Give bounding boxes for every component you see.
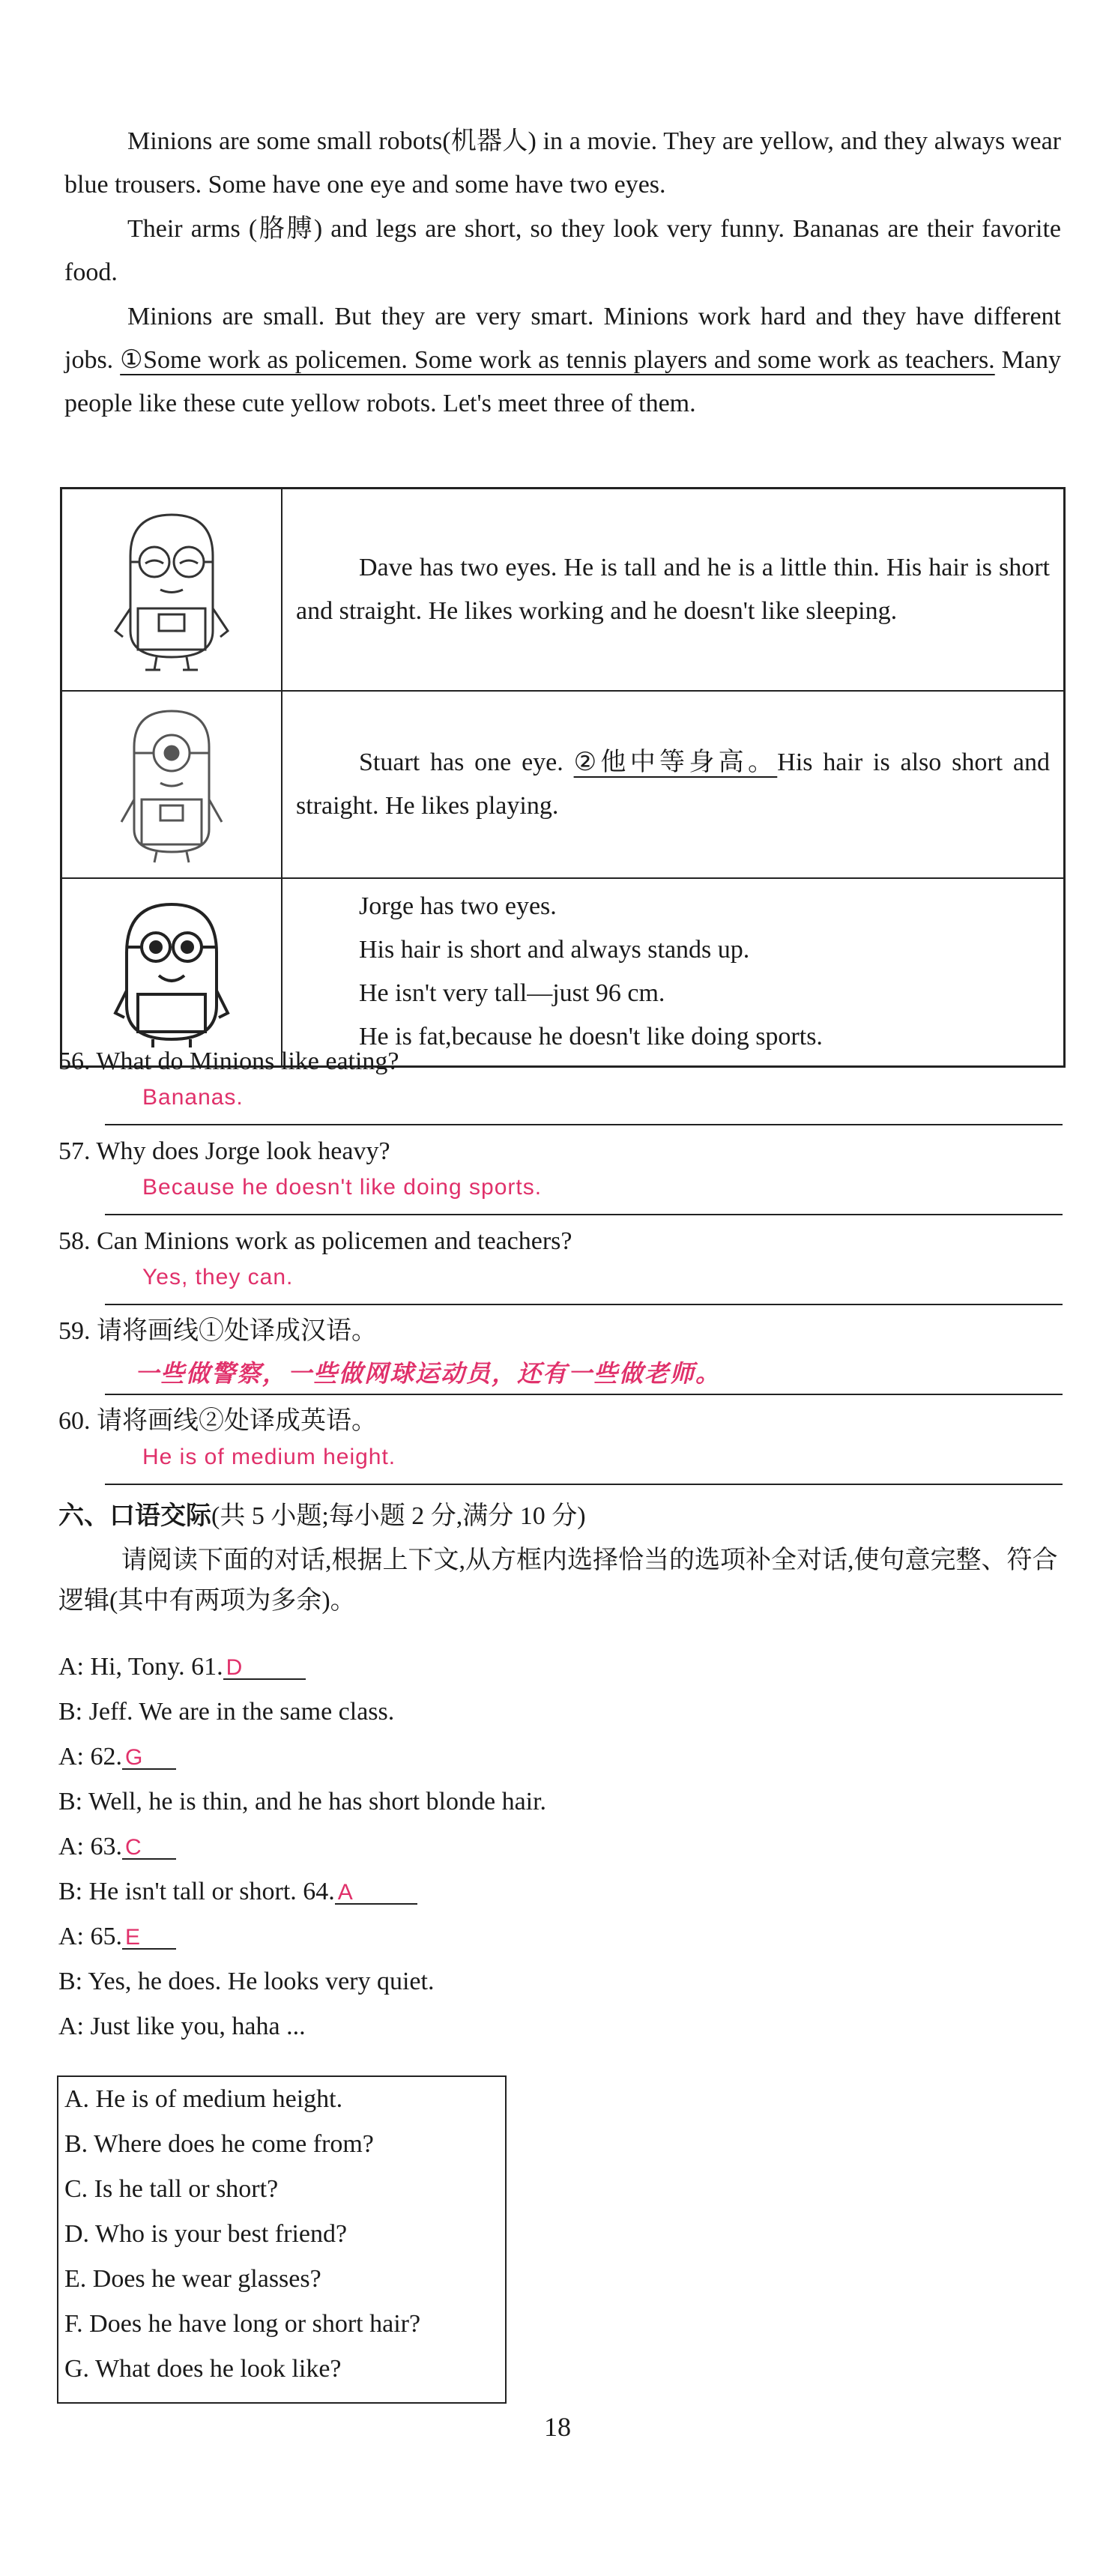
question-57: 57. Why does Jorge look heavy? — [58, 1137, 390, 1165]
section-6-title: 六、口语交际 — [58, 1501, 211, 1531]
answer-line — [105, 1394, 1063, 1395]
option-e: E. Does he wear glasses? — [64, 2265, 321, 2293]
blank-61[interactable]: D — [223, 1648, 306, 1680]
table-row-stuart — [61, 691, 1065, 878]
passage-paragraph-1: Minions are some small robots(机器人) in a movie. They are yellow, and they always wear blue trousers. Some have one eye and some have two eyes. — [64, 127, 1061, 199]
answer-58[interactable]: Yes, they can. — [142, 1265, 294, 1289]
blank-65[interactable]: E — [122, 1918, 176, 1950]
minion-jorge-icon — [108, 893, 235, 1050]
jorge-description — [282, 878, 1065, 1067]
stuart-description: Stuart has one eye. ②他中等身高。His hair is also short and straight. He likes playing. — [282, 691, 1065, 878]
passage-paragraph-3: Minions are small. But they are very smart. Minions work hard and they have different jobs. ①Some work as policemen. Some work as tennis players and some work as teachers. Many people like these cute yellow robots. Let's meet three of them. — [64, 303, 1061, 417]
jorge-line: He isn't very tall—just 96 cm. — [359, 979, 665, 1008]
option-g: G. What does he look like? — [64, 2355, 342, 2383]
dialogue-line-64: B: He isn't tall or short. 64. A — [58, 1873, 417, 1911]
answer-56[interactable]: Bananas. — [142, 1085, 244, 1110]
answer-60[interactable]: He is of medium height. — [142, 1445, 396, 1469]
blank-63[interactable]: C — [122, 1828, 176, 1860]
page-number: 18 — [544, 2412, 571, 2442]
jorge-picture — [61, 878, 282, 1067]
options-box — [57, 2075, 507, 2404]
dialogue-line: B: Jeff. We are in the same class. — [58, 1698, 395, 1726]
question-60: 60. 请将画线②处译成英语。 — [58, 1407, 377, 1435]
jorge-line: He is fat,because he doesn't like doing sports. — [359, 1023, 823, 1051]
option-b: B. Where does he come from? — [64, 2130, 374, 2158]
answer-57[interactable]: Because he doesn't like doing sports. — [142, 1175, 543, 1200]
answer-line — [105, 1124, 1063, 1125]
table-row-jorge — [61, 878, 1065, 1067]
answer-line — [105, 1484, 1063, 1485]
section-6-note: (共 5 小题;每小题 2 分,满分 10 分) — [211, 1502, 586, 1530]
question-59: 59. 请将画线①处译成汉语。 — [58, 1317, 377, 1345]
dialogue-line-63: A: 63. C — [58, 1828, 176, 1866]
section-6-instruction: 请阅读下面的对话,根据上下文,从方框内选择恰当的选项补全对话,使句意完整、符合逻辑(其中有两项为多余)。 — [58, 1546, 1058, 1615]
jorge-line: Jorge has two eyes. — [359, 892, 557, 921]
dialogue-line-61: A: Hi, Tony. 61. D — [58, 1648, 306, 1686]
minion-dave-icon — [100, 504, 243, 676]
answer-line — [105, 1214, 1063, 1215]
blank-62[interactable]: G — [122, 1738, 176, 1770]
dialogue-line-65: A: 65. E — [58, 1918, 176, 1956]
dialogue-line: B: Yes, he does. He looks very quiet. — [58, 1968, 435, 1995]
jorge-line: His hair is short and always stands up. — [359, 936, 750, 964]
option-c: C. Is he tall or short? — [64, 2175, 279, 2203]
minion-stuart-icon — [108, 702, 235, 867]
option-d: D. Who is your best friend? — [64, 2220, 348, 2248]
answer-59[interactable]: 一些做警察，一些做网球运动员，还有一些做老师。 — [135, 1359, 722, 1388]
dialogue-line-62: A: 62. G — [58, 1738, 176, 1776]
dave-description: Dave has two eyes. He is tall and he is a little thin. His hair is short and straight. He likes working and he doesn't like sleeping. — [282, 489, 1065, 691]
dave-picture — [61, 489, 282, 691]
blank-64[interactable]: A — [335, 1873, 417, 1905]
underline-2: ②他中等身高。 — [573, 748, 778, 776]
stuart-picture — [61, 691, 282, 878]
option-f: F. Does he have long or short hair? — [64, 2310, 421, 2338]
minion-table — [60, 487, 1066, 1068]
question-58: 58. Can Minions work as policemen and teachers? — [58, 1227, 572, 1255]
option-a: A. He is of medium height. — [64, 2085, 343, 2113]
section-6-heading — [58, 1496, 1063, 1537]
dialogue-line: A: Just like you, haha ... — [58, 2013, 306, 2040]
passage-paragraph-2: Their arms (胳膊) and legs are short, so they look very funny. Bananas are their favorite food. — [64, 215, 1061, 286]
table-row-dave — [61, 489, 1065, 691]
question-56: 56. What do Minions like eating? — [58, 1047, 399, 1075]
answer-line — [105, 1304, 1063, 1305]
dialogue-line: B: Well, he is thin, and he has short blonde hair. — [58, 1788, 547, 1815]
underline-1: ①Some work as policemen. Some work as tennis players and some work as teachers. — [120, 346, 995, 374]
